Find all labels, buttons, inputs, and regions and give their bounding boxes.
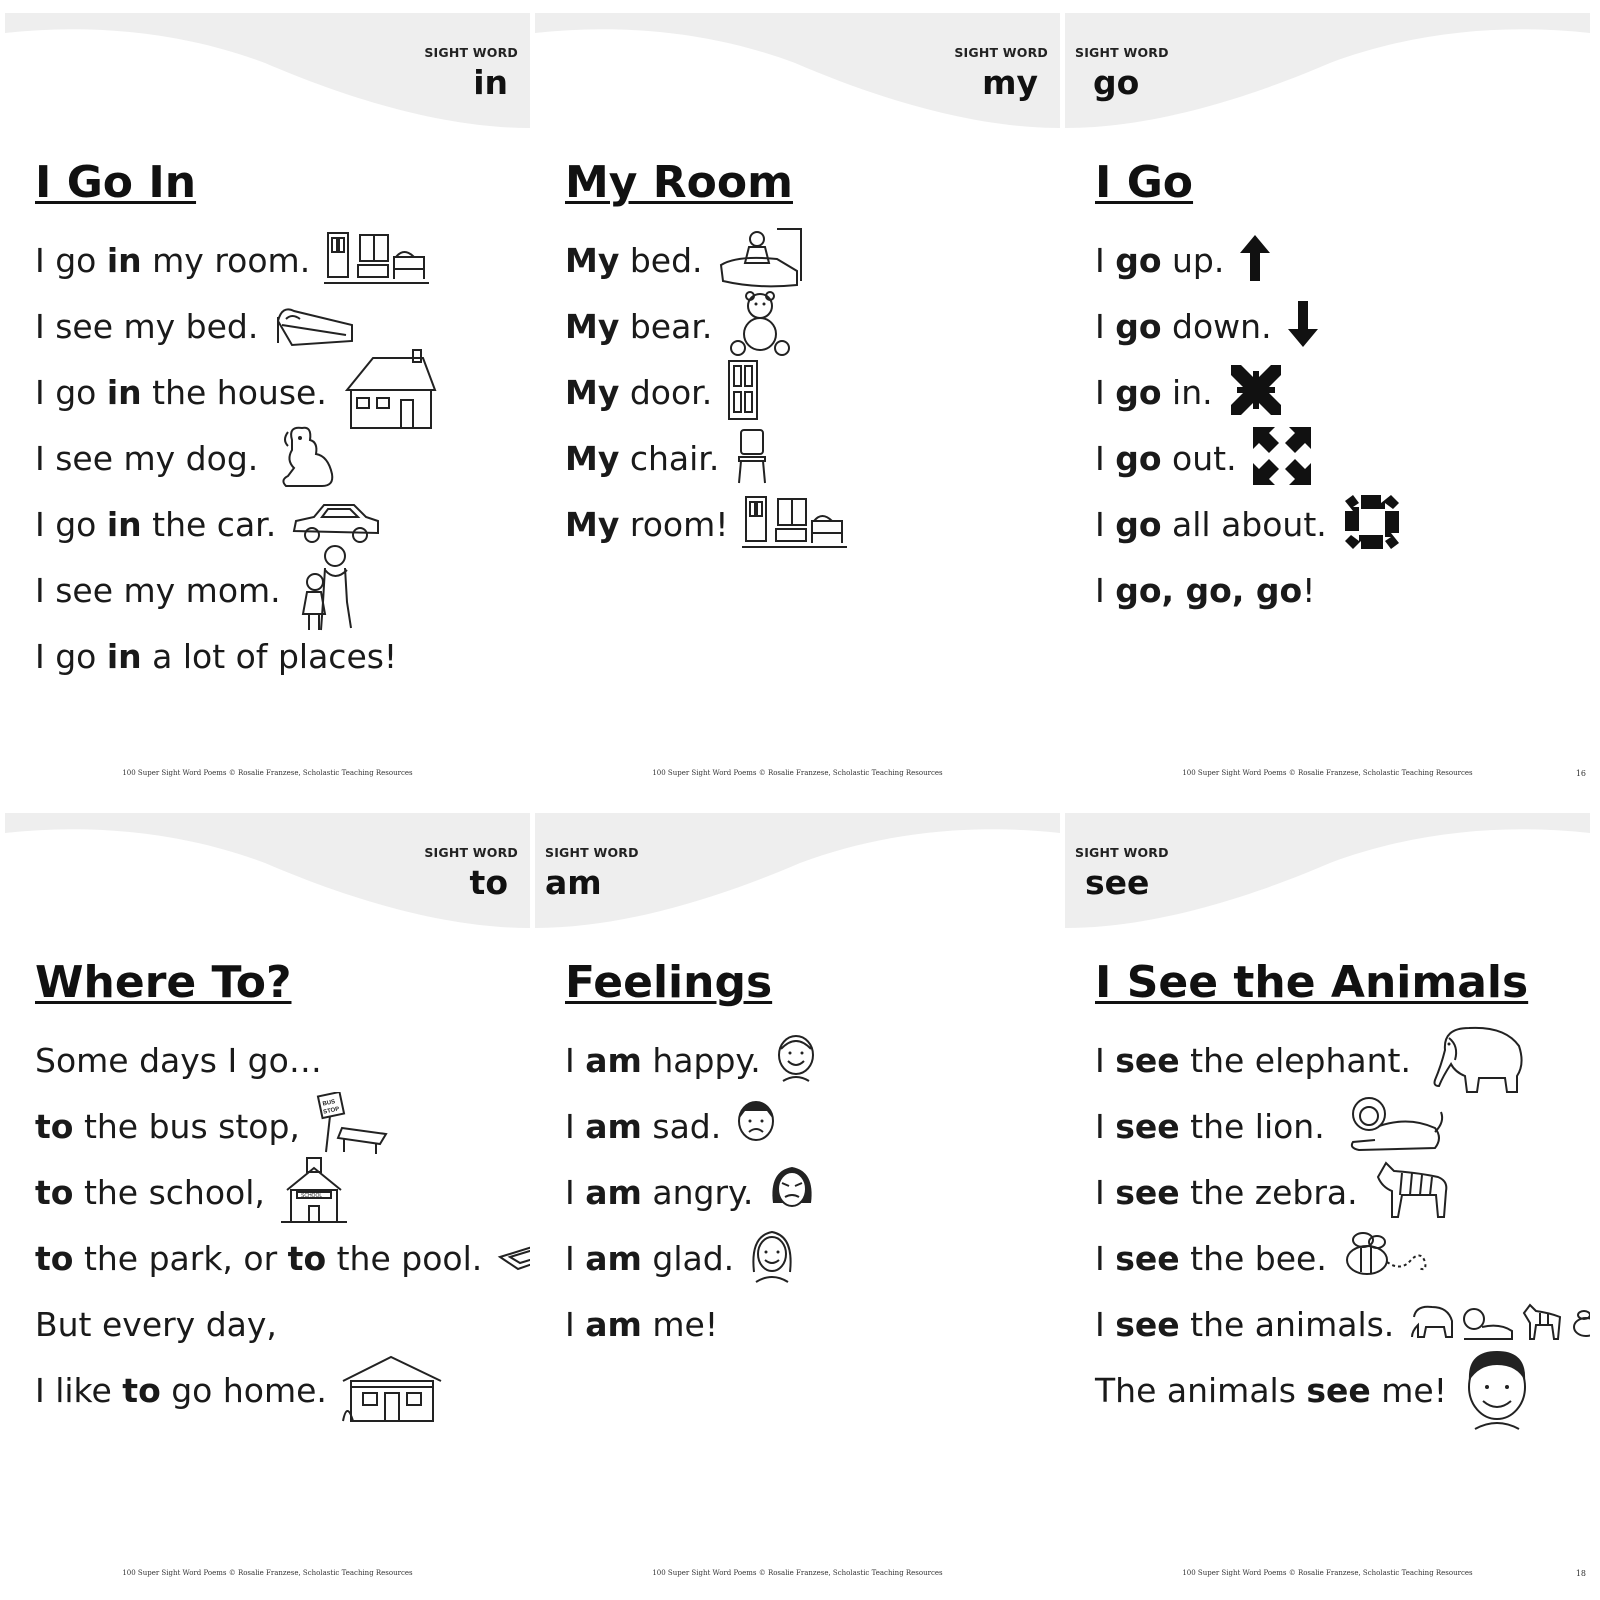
sight-word-highlight: in xyxy=(106,372,142,412)
line-text-segment: the car. xyxy=(141,504,277,544)
line-text-segment: out. xyxy=(1161,438,1237,478)
poem-line xyxy=(35,623,439,689)
sight-word-highlight: to xyxy=(122,1370,161,1410)
poem-line xyxy=(1095,425,1403,491)
lion-icon xyxy=(1339,1092,1447,1160)
line-text-segment: in. xyxy=(1161,372,1213,412)
line-text-segment: me! xyxy=(1370,1370,1447,1410)
svg-text:STOP: STOP xyxy=(322,1106,340,1116)
poem-title: I See the Animals xyxy=(1095,957,1529,1008)
poem-line-text xyxy=(565,1305,718,1344)
line-text-segment: I xyxy=(1095,1106,1116,1146)
line-text-segment: I xyxy=(565,1238,586,1278)
school-icon xyxy=(279,1154,349,1230)
poem-line-text xyxy=(1095,307,1272,346)
header-band xyxy=(1065,13,1590,128)
room-scene-icon xyxy=(742,491,847,557)
line-text-segment: I see my dog. xyxy=(35,438,259,478)
poem-line xyxy=(1095,227,1403,293)
poem-line-text xyxy=(1095,373,1213,412)
poem-line xyxy=(565,1159,817,1225)
poem-line xyxy=(565,293,847,359)
angry-face-icon xyxy=(767,1163,817,1221)
poem-lines xyxy=(565,1027,817,1357)
poem-line xyxy=(35,491,439,557)
sight-word-highlight: to xyxy=(35,1172,74,1212)
poem-line-text xyxy=(35,241,310,280)
poem-page-my xyxy=(535,5,1060,785)
poem-line xyxy=(35,1225,530,1291)
line-text-segment: I xyxy=(1095,240,1116,280)
poem-line-text xyxy=(565,1239,734,1278)
sight-word-highlight: to xyxy=(35,1238,74,1278)
footer-credit: 100 Super Sight Word Poems © Rosalie Franzese, Scholastic Teaching Resources xyxy=(122,1569,413,1577)
poem-line xyxy=(35,227,439,293)
line-text-segment: Some days I go… xyxy=(35,1040,322,1080)
poem-line xyxy=(35,1027,530,1093)
arrows-in-icon xyxy=(1227,361,1285,423)
line-text-segment: I see my bed. xyxy=(35,306,259,346)
line-text-segment: all about. xyxy=(1161,504,1327,544)
line-text-segment: I xyxy=(1095,1172,1116,1212)
page-number: 18 xyxy=(1575,1569,1586,1578)
line-text-segment: bear. xyxy=(619,306,713,346)
sight-word-highlight: in xyxy=(106,504,142,544)
poem-page-am xyxy=(535,805,1060,1585)
line-text-segment: go home. xyxy=(160,1370,327,1410)
poem-line xyxy=(565,425,847,491)
line-text-segment: ! xyxy=(1302,570,1316,610)
poem-line-text xyxy=(1095,1305,1394,1344)
line-text-segment: room! xyxy=(619,504,729,544)
zebra-icon xyxy=(1372,1159,1454,1225)
header-band xyxy=(5,13,530,128)
sight-word-highlight: in xyxy=(106,636,142,676)
poem-page-to xyxy=(5,805,530,1585)
line-text-segment: the lion. xyxy=(1179,1106,1325,1146)
sight-word-highlight: go, go, go xyxy=(1115,570,1303,610)
house-icon xyxy=(341,348,439,436)
line-text-segment: the park, or xyxy=(73,1238,288,1278)
header-band xyxy=(5,813,530,928)
sight-word-label: SIGHT WORD xyxy=(954,45,1048,60)
sight-word-label: SIGHT WORD xyxy=(545,845,639,860)
mom-child-icon xyxy=(295,542,359,638)
arrow-down-icon xyxy=(1286,299,1320,353)
sight-word-highlight: go xyxy=(1115,438,1162,478)
line-text-segment: I like xyxy=(35,1370,123,1410)
poem-line-text xyxy=(1095,1041,1411,1080)
sight-word: to xyxy=(469,863,508,902)
sight-word-highlight: see xyxy=(1115,1172,1180,1212)
poem-line-text xyxy=(565,1173,753,1212)
poem-line-text xyxy=(1095,1239,1327,1278)
poem-page-in xyxy=(5,5,530,785)
line-text-segment: The animals xyxy=(1095,1370,1307,1410)
line-text-segment: door. xyxy=(619,372,713,412)
bus-stop-icon xyxy=(314,1092,390,1160)
sight-word-highlight: see xyxy=(1115,1040,1180,1080)
poem-line xyxy=(1095,557,1403,623)
poem-line-text xyxy=(35,1371,327,1410)
bee-icon xyxy=(1341,1228,1433,1288)
poem-line xyxy=(1095,1225,1590,1291)
arrows-out-icon xyxy=(1251,425,1313,491)
sight-word-highlight: go xyxy=(1115,240,1162,280)
sight-word-highlight: go xyxy=(1115,372,1162,412)
poem-line xyxy=(1095,491,1403,557)
poem-title: My Room xyxy=(565,157,793,208)
bed-icon xyxy=(272,297,358,355)
line-text-segment: my room. xyxy=(141,240,311,280)
sight-word-highlight: My xyxy=(565,372,620,412)
line-text-segment: me! xyxy=(641,1304,719,1344)
poem-line-text xyxy=(35,1107,300,1146)
poem-line-text xyxy=(565,241,703,280)
sight-word: see xyxy=(1085,863,1150,902)
poem-line xyxy=(1095,1093,1590,1159)
line-text-segment: chair. xyxy=(619,438,720,478)
poem-title: Feelings xyxy=(565,957,773,1008)
sight-word-highlight: see xyxy=(1115,1238,1180,1278)
line-text-segment: But every day, xyxy=(35,1304,277,1344)
line-text-segment: I xyxy=(1095,1304,1116,1344)
room-scene-icon xyxy=(324,227,429,293)
sight-word-highlight: am xyxy=(585,1172,642,1212)
poem-line-text xyxy=(35,1305,277,1344)
sight-word-highlight: go xyxy=(1115,504,1162,544)
line-text-segment: the bus stop, xyxy=(73,1106,300,1146)
sight-word-highlight: to xyxy=(35,1106,74,1146)
poem-line-text xyxy=(565,1107,721,1146)
header-band xyxy=(535,813,1060,928)
line-text-segment: the pool. xyxy=(326,1238,483,1278)
line-text-segment: I see my mom. xyxy=(35,570,281,610)
line-text-segment: I xyxy=(565,1304,586,1344)
line-text-segment: a lot of places! xyxy=(141,636,398,676)
footer-credit: 100 Super Sight Word Poems © Rosalie Franzese, Scholastic Teaching Resources xyxy=(652,769,943,777)
svg-text:BUS: BUS xyxy=(322,1099,336,1108)
sight-word-highlight: in xyxy=(106,240,142,280)
poem-line xyxy=(1095,359,1403,425)
poem-line-text xyxy=(565,505,728,544)
poem-line-text xyxy=(35,1239,482,1278)
sight-word: go xyxy=(1093,63,1140,102)
arrows-around-icon xyxy=(1341,491,1403,557)
arrow-up-icon xyxy=(1238,233,1272,287)
line-text-segment: sad. xyxy=(641,1106,722,1146)
sight-word-highlight: see xyxy=(1115,1106,1180,1146)
pool-icon xyxy=(496,1235,530,1281)
poem-line xyxy=(1095,1357,1590,1423)
footer-credit: 100 Super Sight Word Poems © Rosalie Franzese, Scholastic Teaching Resources xyxy=(1182,1569,1473,1577)
poem-line xyxy=(35,1291,530,1357)
sight-word-highlight: My xyxy=(565,504,620,544)
line-text-segment: I go xyxy=(35,636,107,676)
line-text-segment: I xyxy=(1095,438,1116,478)
teddy-bear-icon xyxy=(726,290,796,362)
sight-word: my xyxy=(982,63,1038,102)
sight-word: am xyxy=(545,863,602,902)
poem-line-text xyxy=(565,307,712,346)
sight-word-highlight: go xyxy=(1115,306,1162,346)
poem-line-text xyxy=(1095,505,1327,544)
line-text-segment: I xyxy=(565,1040,586,1080)
poem-line-text xyxy=(35,1173,265,1212)
line-text-segment: I go xyxy=(35,372,107,412)
animals-row-icon xyxy=(1408,1301,1590,1347)
line-text-segment: I xyxy=(565,1106,586,1146)
poem-line-text xyxy=(565,439,719,478)
sight-word-highlight: to xyxy=(287,1238,327,1278)
poem-title: I Go xyxy=(1095,157,1194,208)
line-text-segment: I xyxy=(1095,504,1116,544)
line-text-segment: up. xyxy=(1161,240,1225,280)
poem-line-text xyxy=(35,637,397,676)
door-icon xyxy=(726,358,760,426)
poem-lines xyxy=(565,227,847,557)
sight-word-label: SIGHT WORD xyxy=(1075,45,1169,60)
footer-credit: 100 Super Sight Word Poems © Rosalie Franzese, Scholastic Teaching Resources xyxy=(652,1569,943,1577)
line-text-segment: I go xyxy=(35,504,107,544)
poem-title: Where To? xyxy=(35,957,292,1008)
poem-line-text xyxy=(35,439,258,478)
line-text-segment: I xyxy=(1095,372,1116,412)
poem-lines xyxy=(35,1027,530,1423)
line-text-segment: I xyxy=(1095,306,1116,346)
line-text-segment: the zebra. xyxy=(1179,1172,1358,1212)
poem-line-text xyxy=(1095,571,1315,610)
sight-word-highlight: am xyxy=(585,1040,642,1080)
poem-line-text xyxy=(565,373,712,412)
line-text-segment: the school, xyxy=(73,1172,265,1212)
line-text-segment: I go xyxy=(35,240,107,280)
poem-line-text xyxy=(1095,439,1237,478)
home-icon xyxy=(341,1351,445,1429)
poem-line xyxy=(35,1159,530,1225)
sight-word-label: SIGHT WORD xyxy=(1075,845,1169,860)
poem-line-text xyxy=(1095,1107,1325,1146)
sight-word-highlight: am xyxy=(585,1238,642,1278)
sight-word-highlight: My xyxy=(565,240,620,280)
sight-word-label: SIGHT WORD xyxy=(424,45,518,60)
line-text-segment: I xyxy=(565,1172,586,1212)
poem-line xyxy=(35,1093,530,1159)
svg-text:SCHOOL: SCHOOL xyxy=(300,1193,323,1199)
line-text-segment: the animals. xyxy=(1179,1304,1395,1344)
poem-line xyxy=(565,1225,817,1291)
sight-word-highlight: see xyxy=(1115,1304,1180,1344)
footer-credit: 100 Super Sight Word Poems © Rosalie Franzese, Scholastic Teaching Resources xyxy=(1182,769,1473,777)
sight-word: in xyxy=(473,63,508,102)
poem-line xyxy=(565,491,847,557)
dog-icon xyxy=(272,420,342,496)
page-number: 16 xyxy=(1575,769,1586,778)
poem-line-text xyxy=(1095,1371,1447,1410)
poem-line-text xyxy=(35,373,327,412)
sight-word-highlight: My xyxy=(565,438,620,478)
poem-line-text xyxy=(35,307,258,346)
glad-face-icon xyxy=(748,1228,796,1288)
poem-line xyxy=(35,359,439,425)
poem-line-text xyxy=(1095,241,1224,280)
sight-word-highlight: My xyxy=(565,306,620,346)
line-text-segment: I xyxy=(1095,1238,1116,1278)
poem-line xyxy=(565,1027,817,1093)
footer-credit: 100 Super Sight Word Poems © Rosalie Franzese, Scholastic Teaching Resources xyxy=(122,769,413,777)
elephant-icon xyxy=(1425,1020,1527,1100)
chair-icon xyxy=(733,427,771,489)
line-text-segment: happy. xyxy=(641,1040,761,1080)
poem-line xyxy=(565,227,847,293)
poem-line-text xyxy=(565,1041,761,1080)
sad-face-icon xyxy=(735,1099,777,1153)
poem-lines xyxy=(1095,1027,1590,1423)
line-text-segment: down. xyxy=(1161,306,1272,346)
doll-bed-icon xyxy=(717,225,805,295)
poem-line xyxy=(35,1357,530,1423)
sight-word-highlight: am xyxy=(585,1304,642,1344)
line-text-segment: angry. xyxy=(641,1172,754,1212)
line-text-segment: the elephant. xyxy=(1179,1040,1411,1080)
poem-page-see xyxy=(1065,805,1590,1585)
poem-line xyxy=(1095,1159,1590,1225)
poem-line-text xyxy=(35,1041,322,1080)
poem-line xyxy=(1095,1027,1590,1093)
poem-line xyxy=(565,359,847,425)
poem-line xyxy=(35,557,439,623)
line-text-segment: the house. xyxy=(141,372,327,412)
poem-lines xyxy=(35,227,439,689)
line-text-segment: I xyxy=(1095,1040,1116,1080)
line-text-segment: I xyxy=(1095,570,1116,610)
poem-lines xyxy=(1095,227,1403,623)
sight-word-label: SIGHT WORD xyxy=(424,845,518,860)
poem-line xyxy=(565,1291,817,1357)
poem-title: I Go In xyxy=(35,157,197,208)
boy-face-icon xyxy=(1461,1343,1533,1437)
sight-word-highlight: see xyxy=(1306,1370,1371,1410)
happy-face-icon xyxy=(775,1033,817,1087)
poem-line xyxy=(565,1093,817,1159)
sight-word-highlight: am xyxy=(585,1106,642,1146)
poem-line-text xyxy=(35,571,281,610)
poem-page-go xyxy=(1065,5,1590,785)
poem-line-text xyxy=(35,505,276,544)
line-text-segment: bed. xyxy=(619,240,703,280)
line-text-segment: the bee. xyxy=(1179,1238,1327,1278)
poem-line xyxy=(1095,293,1403,359)
poem-line-text xyxy=(1095,1173,1358,1212)
line-text-segment: glad. xyxy=(641,1238,735,1278)
